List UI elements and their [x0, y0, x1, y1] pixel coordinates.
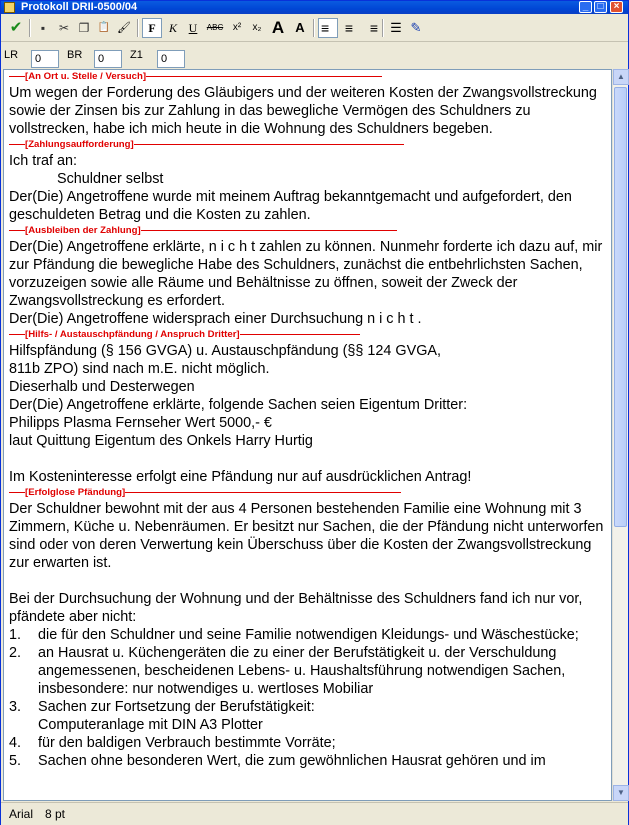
align-right-icon[interactable]: ≡ [369, 20, 378, 36]
list-text: Computeranlage mit DIN A3 Plotter [38, 717, 263, 733]
paragraph: Der Schuldner bewohnt mit der aus 4 Personen bestehenden Familie eine Wohnung mit 3 Zimmern, Küche u. Nebenräumen. Er besitzt nur Sachen, die der Pfändung nicht unterworfen sind oder von deren Verwertung kein Überschuss über die Kosten der Zwangsvollstreckung zur erwarten ist. [9, 501, 604, 571]
bold-icon[interactable]: F [142, 18, 162, 38]
list-text: für den baldigen Verbrauch bestimmte Vorräte; [38, 735, 336, 751]
empty-line [9, 572, 607, 590]
paragraph: Hilfspfändung (§ 156 GVGA) u. Austauschpfändung (§§ 124 GVGA, [9, 343, 441, 359]
lr-input[interactable]: 0 [31, 50, 59, 68]
list-text: Sachen ohne besonderen Wert, die zum gewöhnlichen Hausrat gehören und im [38, 753, 546, 769]
title-bar[interactable] [1, 1, 628, 14]
paragraph: 811b ZPO) sind nach m.E. nicht möglich. [9, 361, 270, 377]
superscript-icon[interactable]: x² [232, 22, 242, 33]
maximize-button[interactable]: □ [594, 1, 607, 13]
paragraph: laut Quittung Eigentum des Onkels Harry Hurtig [9, 433, 313, 449]
section-heading-text: [Zahlungsaufforderung] [25, 139, 134, 150]
list-item [9, 752, 607, 770]
empty-line [9, 450, 607, 468]
scrollbar-thumb[interactable] [614, 87, 627, 527]
scroll-down-icon[interactable]: ▼ [613, 785, 629, 801]
list-item [9, 698, 607, 716]
close-button[interactable]: × [610, 1, 623, 13]
paragraph: Im Kosteninteresse erfolgt eine Pfändung nur auf ausdrücklichen Antrag! [9, 469, 472, 485]
paste-icon[interactable]: 📋 [97, 22, 111, 33]
paragraph: Um wegen der Forderung des Gläubigers und der weiteren Kosten der Zwangsvollstreckung sowie der Zinsen bis zur Zahlung in das bewegliche Vermögen des Schuldners zu vollstrecken, habe ich mich heute in die Wohnung des Schuldners begeben. [9, 85, 597, 137]
section-heading-text: [Erfolglose Pfändung] [25, 487, 126, 498]
toolbar-separator [29, 19, 31, 37]
status-font-size: 8 pt [45, 807, 66, 821]
status-bar [1, 802, 628, 825]
section-heading [9, 328, 607, 342]
toolbar-separator [382, 19, 384, 37]
paragraph: Dieserhalb und Desterwegen [9, 379, 195, 395]
list-text: an Hausrat u. Küchengeräten die zu einer der Berufstätigkeit u. der Verschuldung angemessenen, bescheidenen Lebens- u. Haushaltsführung notwendigen Sachen, insbesondere: nur notwendiges u. wertloses Mobiliar [38, 645, 566, 697]
underline-icon[interactable]: U [188, 21, 198, 35]
lr-label: LR [4, 49, 19, 61]
list-number: 3. [9, 699, 22, 715]
formatting-toolbar [1, 15, 628, 42]
margin-fields-bar [1, 42, 628, 68]
section-heading [9, 138, 607, 152]
list-number: 4. [9, 735, 22, 751]
section-heading-text: [Hilfs- / Austauschpfändung / Anspruch Dritter] [25, 329, 240, 340]
list-number: 2. [9, 645, 22, 661]
highlight-icon[interactable]: ✎ [410, 20, 422, 35]
app-icon [4, 2, 15, 13]
toolbar-separator [313, 19, 315, 37]
list-item [9, 626, 607, 644]
paragraph: Ich traf an: [9, 153, 77, 169]
paragraph: Der(Die) Angetroffene erklärte, n i c h t zahlen zu können. Nunmehr forderte ich dazu auf, mir zur Pfändung die bewegliche Habe des Schuldners, zunächst die entbehrlichsten Sachen, vorzuzeigen sowie alle Räume und Behältnisse zu öffnen, soweit der Zweck der Zwangsvollstreckung es erfordert. [9, 239, 603, 309]
paragraph: Bei der Durchsuchung der Wohnung und der Behältnisse des Schuldners fand ich nur vor, pfändete aber nicht: [9, 591, 583, 625]
section-heading-text: [An Ort u. Stelle / Versuch] [25, 71, 147, 82]
section-heading-text: [Ausbleiben der Zahlung] [25, 225, 141, 236]
italic-icon[interactable]: K [168, 21, 177, 35]
minimize-button[interactable]: _ [579, 1, 592, 13]
document-editor[interactable] [3, 69, 612, 801]
format-painter-icon[interactable]: 🖌 [117, 22, 131, 34]
br-label: BR [67, 49, 83, 61]
list-item [9, 716, 607, 734]
list-text: Sachen zur Fortsetzung der Berufstätigkeit: [38, 699, 315, 715]
document-content[interactable] [9, 70, 607, 770]
window-title: Protokoll DRII-0500/04 [21, 1, 138, 13]
scroll-up-icon[interactable]: ▲ [613, 69, 629, 85]
list-number: 5. [9, 753, 22, 769]
shrink-font-icon[interactable]: A [295, 20, 305, 35]
vertical-scrollbar[interactable] [612, 69, 628, 801]
paragraph: Philipps Plasma Fernseher Wert 5000,- € [9, 415, 272, 431]
align-center-icon[interactable]: ≡ [344, 20, 354, 36]
section-heading [9, 70, 607, 84]
list-number: 1. [9, 627, 22, 643]
copy-icon[interactable]: ❐ [78, 21, 90, 35]
grow-font-icon[interactable]: A [271, 18, 285, 37]
paragraph: Der(Die) Angetroffene erklärte, folgende Sachen seien Eigentum Dritter: [9, 397, 468, 413]
bullet-list-icon[interactable]: ☰ [390, 20, 402, 35]
strikethrough-icon[interactable]: ABC [206, 23, 224, 32]
list-item [9, 734, 607, 752]
br-input[interactable]: 0 [94, 50, 122, 68]
subscript-icon[interactable]: x₂ [252, 22, 262, 33]
paragraph: Schuldner selbst [57, 171, 164, 187]
z1-input[interactable]: 0 [157, 50, 185, 68]
section-heading [9, 486, 607, 500]
check-icon[interactable]: ✔ [9, 19, 23, 36]
z1-label: Z1 [130, 49, 143, 61]
cut-icon[interactable]: ✂ [58, 21, 70, 35]
list-item [9, 644, 607, 698]
paragraph: Der(Die) Angetroffene wurde mit meinem Auftrag bekanntgemacht und aufgefordert, den geschuldeten Betrag und die Kosten zu zahlen. [9, 189, 572, 223]
align-left-icon[interactable]: ≡ [318, 18, 338, 38]
section-heading [9, 224, 607, 238]
toolbar-separator [137, 19, 139, 37]
save-icon[interactable]: ▪ [40, 21, 46, 35]
paragraph: Der(Die) Angetroffene widersprach einer Durchsuchung n i c h t . [9, 311, 422, 327]
status-font-name: Arial [9, 807, 34, 821]
list-text: die für den Schuldner und seine Familie notwendigen Kleidungs- und Wäschestücke; [38, 627, 579, 643]
